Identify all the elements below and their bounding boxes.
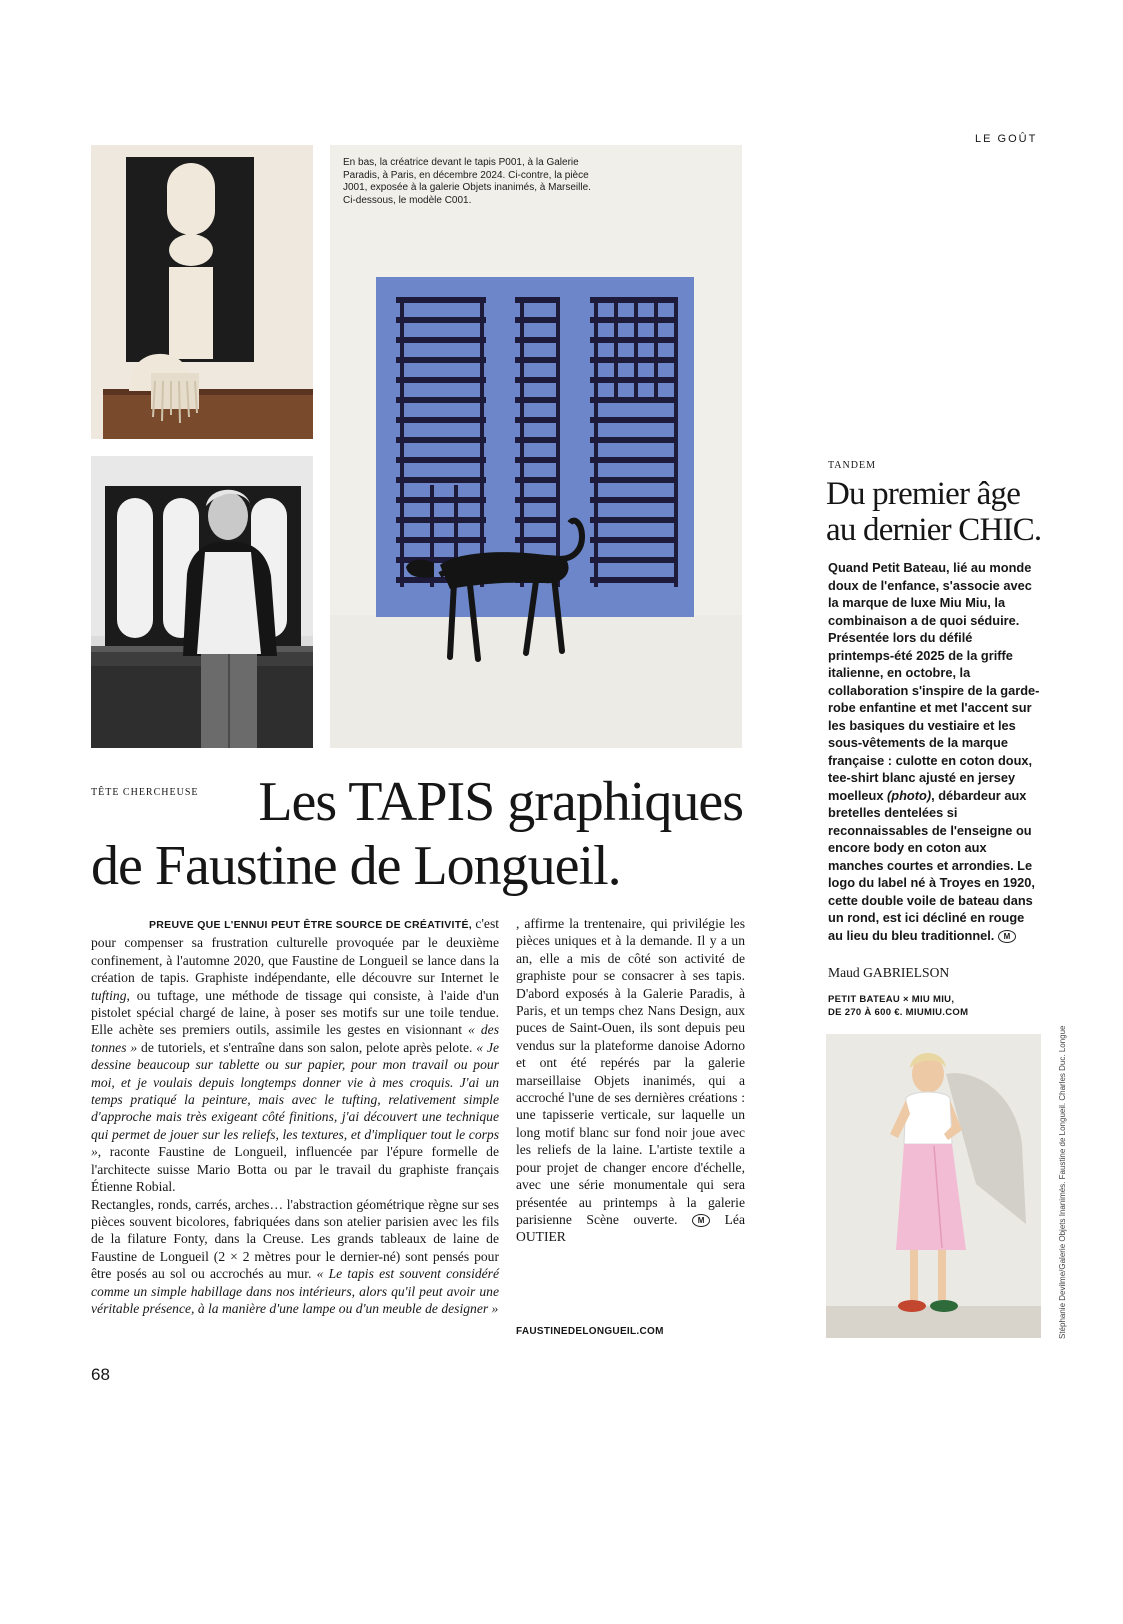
article-text: , raconte Faustine de Longueil, influencée par l'épure formelle de l'architecte suisse Mario Botta ou par le travail du graphiste français Étienne Robial. [91, 1144, 499, 1195]
photo-credit: Stéphanie Devilme/Galerie Objets Inanimés. Faustine de Longueil. Charles Duc. Longue [1058, 1025, 1067, 1339]
article-lead: PREUVE QUE L'ENNUI PEUT ÊTRE SOURCE DE CRÉATIVITÉ, [149, 919, 473, 931]
tandem-credit-line-2: DE 270 À 600 €. MIUMIU.COM [828, 1007, 969, 1018]
tandem-text: , débardeur aux bretelles dentelées si reconnaissables de l'enseigne ou encore body en coton aux manches courtes et arrondies. Le logo du label né à Troyes en 1920, cette double voile de bateau dans un rond, est ici décliné en rouge au lieu du bleu traditionnel. [828, 787, 1035, 943]
tandem-badge-icon: M [998, 930, 1016, 943]
photo-caption: En bas, la créatrice devant le tapis P001, à la Galerie Paradis, à Paris, en décembre 2024. Ci-contre, la pièce J001, exposée à la galerie Objets inanimés, à Marseille. Ci-dessous, le modèle C001. [343, 157, 591, 206]
designer-portrait-image [91, 456, 313, 748]
article-text: de tutoriels, et s'entraîne dans son salon, pelote après pelote. [137, 1039, 477, 1055]
tandem-body [828, 559, 1042, 944]
tandem-kicker: TANDEM [828, 460, 876, 471]
fashion-model-image [826, 1034, 1041, 1338]
article-text-italic: « des tonnes » [91, 1022, 499, 1055]
article-text: , affirme la trentenaire, qui privilégie les pièces uniques et à la demande. Il y a un an, elle a mis de côté son activité de graphiste pour se consacrer à ses tapis. D'abord exposés à la Galerie Paradis, à Paris, et un temps chez Nans Design, aux puces de Saint-Ouen, ils sont depuis peu vendus sur la plateforme danoise Adorno et ont été repérés par la galerie marseillaise Objets inanimés, qui a accroché l'une de ses dernières créations : une tapisserie verticale, sur laquelle un long motif blanc sur fond noir joue avec les reliefs de la laine. L'artiste textile a pour projet de changer encore d'échelle, avec une série monumentale qui sera présentée au printemps à la galerie parisienne Scène ouverte. [516, 916, 745, 1227]
article-text: c'est pour compenser sa frustration culturelle provoquée par le deuxième confinement, à l'automne 2020, que Faustine de Longueil se lance dans la création de tapis. Graphiste indépendante, elle découvre sur Internet le [91, 916, 500, 986]
headline-line-2: de Faustine de Longueil. [91, 835, 621, 897]
tapestry-photo [91, 145, 313, 439]
article-website: FAUSTINEDELONGUEIL.COM [516, 1326, 664, 1337]
tapestry-j001-image [91, 145, 313, 439]
page-number: 68 [91, 1365, 110, 1384]
article-kicker: TÊTE CHERCHEUSE [91, 787, 199, 798]
article-author: Léa OUTIER [516, 1211, 745, 1245]
headline-line-1: Les TAPIS graphiques [258, 771, 743, 833]
article-headline [91, 770, 743, 898]
article-column-2 [516, 915, 745, 1246]
article-column-1 [91, 915, 499, 1317]
tandem-credit-line-1: PETIT BATEAU × MIU MIU, [828, 994, 955, 1005]
article-text-italic: tufting [91, 987, 127, 1003]
article-text: , ou tuftage, une méthode de tissage qui consiste, à l'aide d'un pistolet spécial chargé de laine, à poser ses motifs sur une toile tendue. Elle achète ses premiers outils, assimile les gestes en visionnant [91, 987, 499, 1038]
tandem-headline-line-1: Du premier âge [826, 476, 1021, 512]
tandem-author: Maud GABRIELSON [828, 965, 950, 980]
rug-p001-dog-image [330, 145, 742, 748]
section-label: LE GOÛT [975, 133, 1038, 145]
tandem-text: Quand Petit Bateau, lié au monde doux de l'enfance, s'associe avec la marque de luxe Miu Miu, la combinaison a de quoi séduire. Présentée lors du défilé printemps-été 2025 de la griffe italienne, en octobre, la collaboration s'inspire de la garde-robe enfantine et met l'accent sur les basiques du vestiaire et les sous-vêtements de la marque française : culotte en coton doux, tee-shirt blanc ajusté en jersey moelleux [828, 560, 1040, 803]
tandem-headline-line-2: au dernier CHIC. [826, 512, 1042, 548]
tandem-text-italic: (photo) [887, 787, 932, 803]
fashion-photo [826, 1034, 1041, 1338]
rug-photo [330, 145, 742, 748]
article-text: Rectangles, ronds, carrés, arches… l'abstraction géométrique règne sur ses pièces souvent bicolores, fabriquées dans son atelier parisien avec les fils de la filature Fonty, dans la Creuse. Les grands tableaux de laine de Faustine de Longueil (2 × 2 mètres pour le dernier-né) sont pensés pour être posés au sol ou accrochés au mur. [91, 1196, 499, 1282]
article-quote: « Le tapis est souvent considéré comme un simple habillage dans nos intérieurs, alors qu'il peut avoir une véritable présence, à la manière d'une lampe ou d'un meuble de designer » [91, 1266, 499, 1316]
tandem-headline [826, 476, 1056, 548]
article-quote: « Je dessine beaucoup sur tablette ou sur papier, pour mon travail ou pour moi, et je voulais depuis longtemps donner vie à mes croquis. J'ai un temps pratiqué la peinture, mais avec le tufting, relativement simple d'approche mais très exigeant côté finitions, j'ai découvert une technique qui permet de jouer sur les reliefs, les textures, et d'impliquer tout le corps » [91, 1039, 500, 1160]
tandem-credit [828, 993, 968, 1019]
author-badge-icon: M [692, 1214, 710, 1227]
portrait-photo [91, 456, 313, 748]
